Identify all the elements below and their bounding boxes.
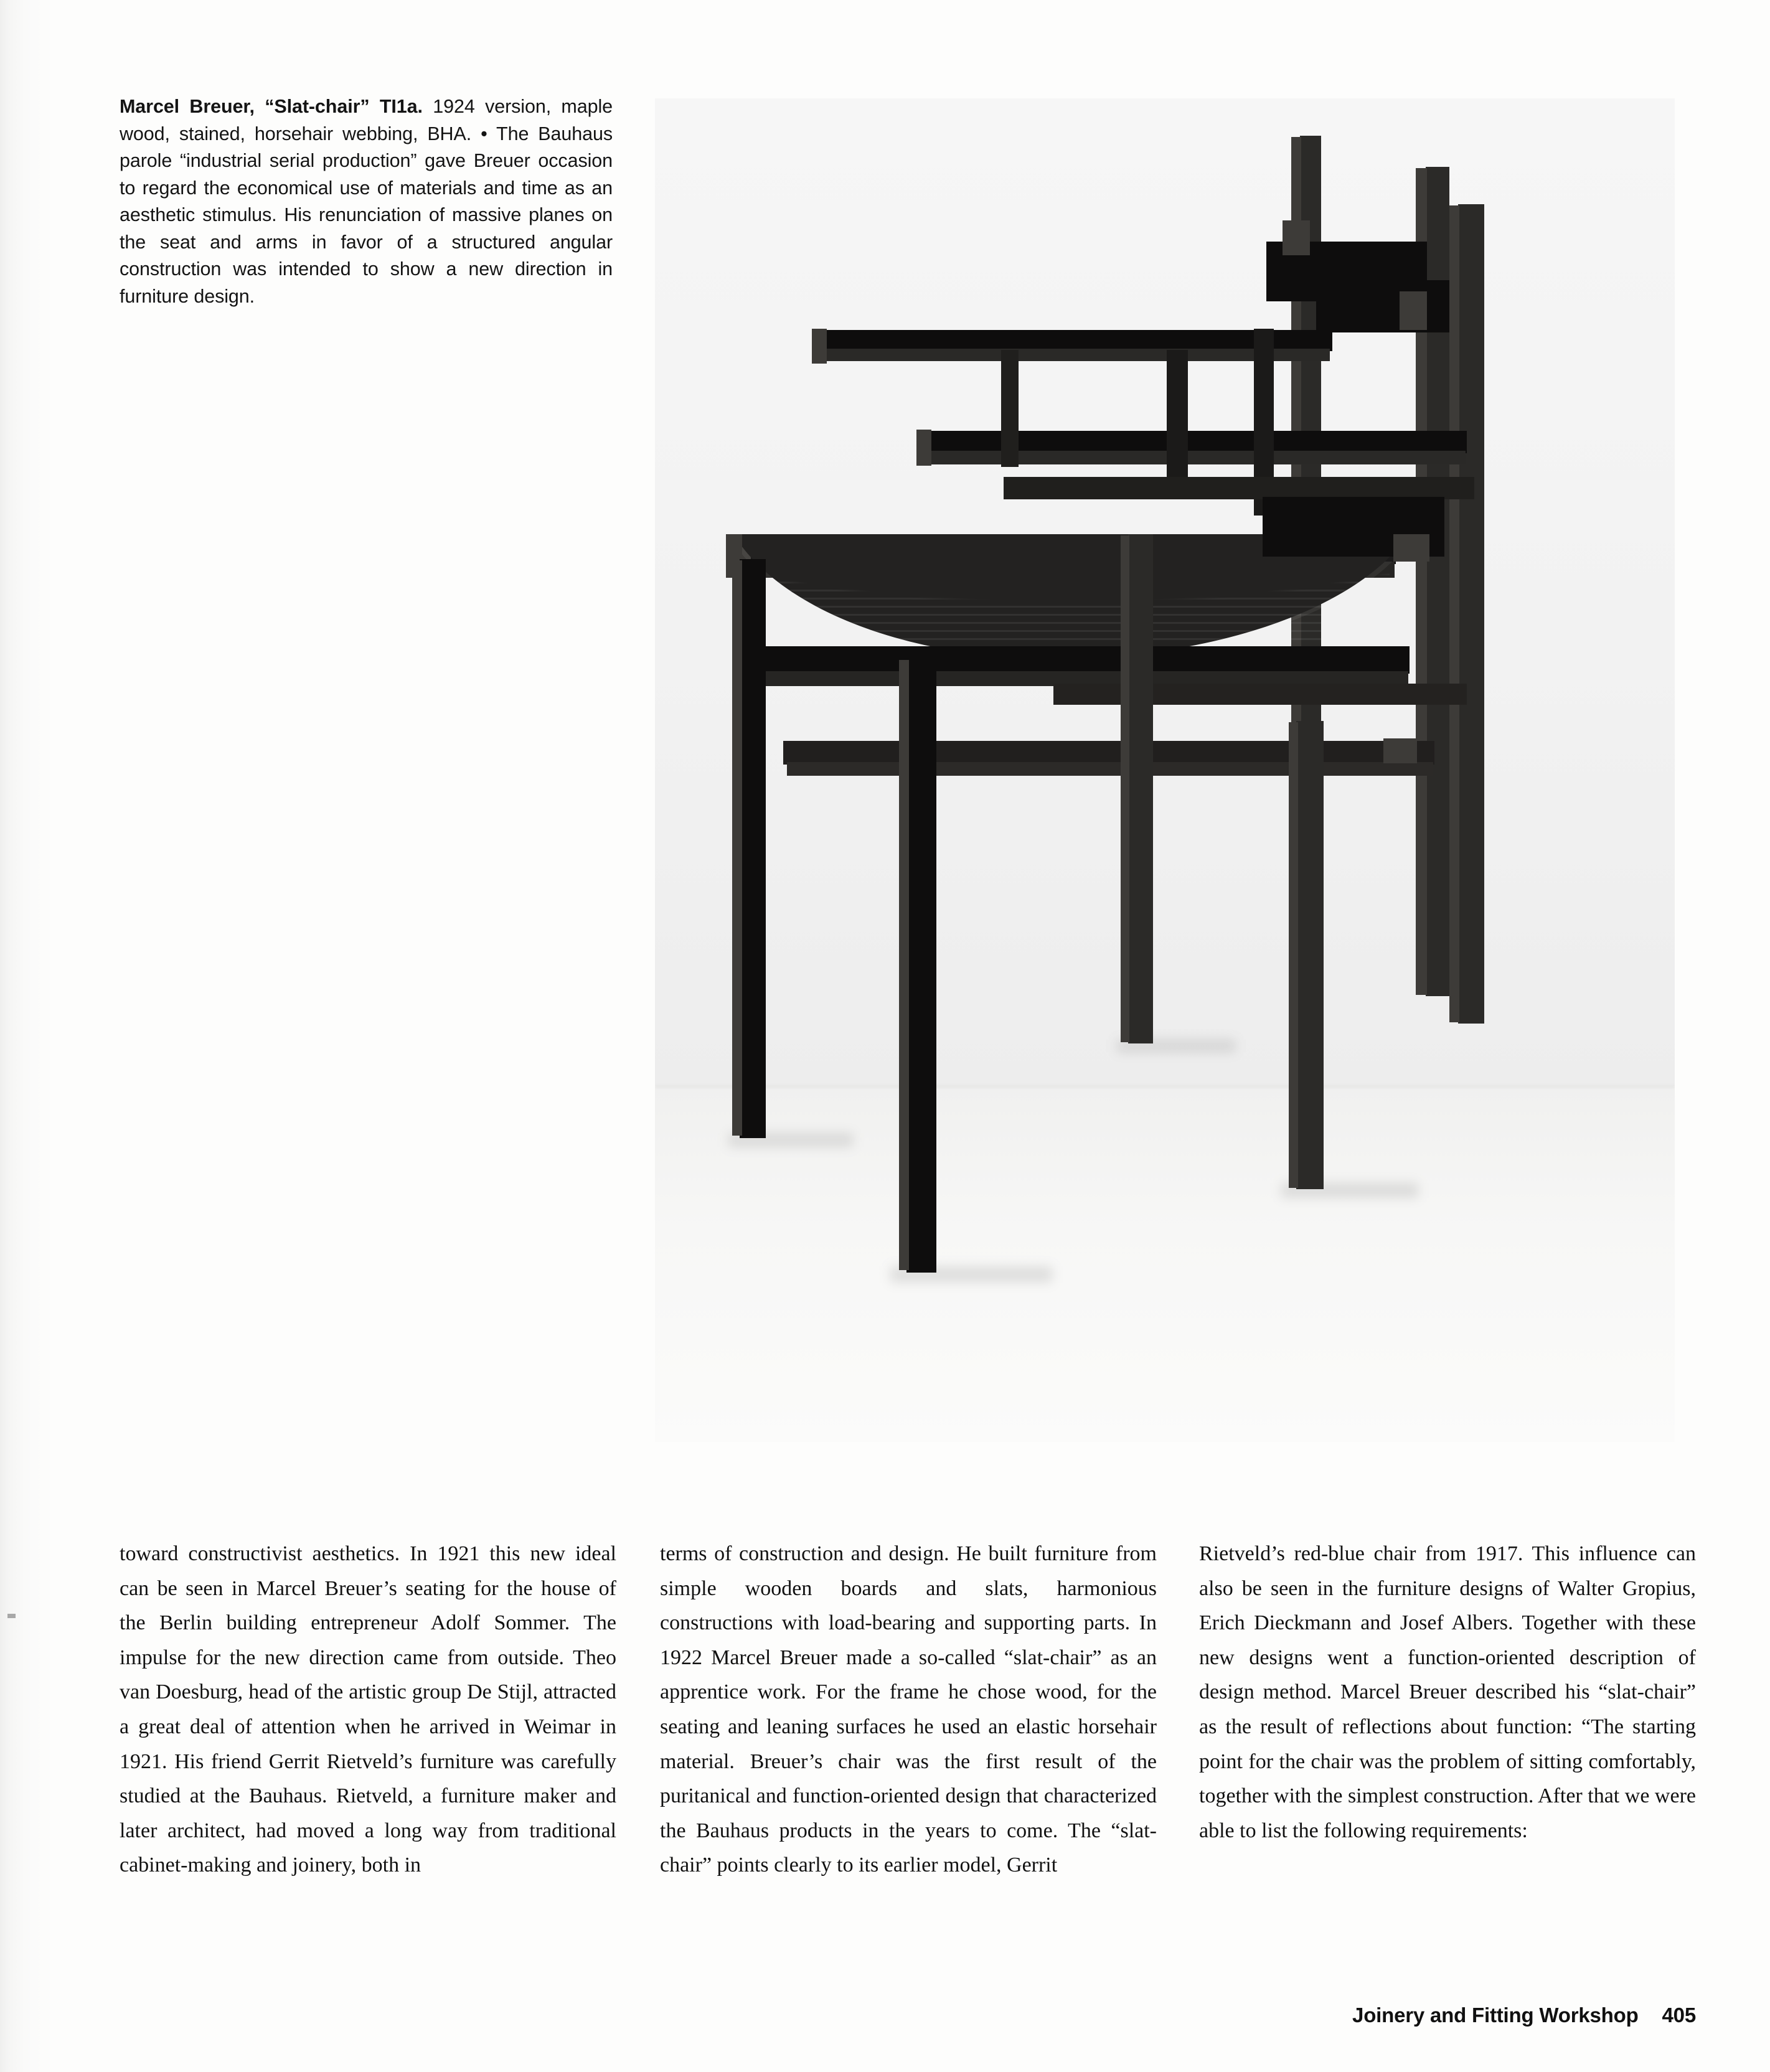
page-footer <box>1199 2004 1696 2027</box>
chair-leg-back-left <box>1128 534 1153 1043</box>
chair-leg-front-left <box>740 559 766 1138</box>
chair-leg-front-right-edge <box>899 660 909 1270</box>
chair-rear-stile <box>1458 204 1484 1024</box>
figure-caption <box>120 93 613 310</box>
chair-arm-support-left <box>1001 350 1019 467</box>
chair-armrest-right-end-cap <box>916 430 931 466</box>
body-column-3: Rietveld’s red-blue chair from 1917. This influence can also be seen in the furniture designs of Walter Gropius, Erich Dieckmann and Josef Albers. Together with these new designs went a function-oriented description of design method. Marcel Breuer described his “slat-chair” as the result of reflections about function: “The starting point for the chair was the problem of sitting comfortably, together with the simplest construction. After that we were able to list the following requirements: <box>1199 1542 1696 1842</box>
chair-armrest-left-end-cap <box>812 329 827 364</box>
chair-joinery-block-b <box>1383 738 1417 763</box>
body-column-1: toward constructivist aesthetics. In 1921 this new ideal can be seen in Marcel Breuer’s seating for the house of the Berlin building entrepreneur Adolf Sommer. The impulse for the new direction came from outside. Theo van Doesburg, head of the artistic group De Stijl, attracted a great deal of attention when he arrived in Weimar in 1921. His friend Gerrit Rietveld’s furniture was carefully studied at the Bauhaus. Rietveld, a furniture maker and later architect, had moved a long way from traditional cabinet-making and joinery, both in <box>120 1542 616 1877</box>
scan-speck <box>7 1614 16 1618</box>
footer-page-number: 405 <box>1662 2004 1696 2027</box>
chair-arm-support-mid <box>1167 350 1188 481</box>
chair-leg-back-left-edge <box>1121 535 1129 1042</box>
chair-joinery-block-a <box>1393 534 1429 562</box>
chair-leg-back-right <box>1296 721 1324 1189</box>
figure-caption-title: Marcel Breuer, “Slat-chair” TI1a. <box>120 96 423 117</box>
chair-leg-front-left-edge <box>732 560 742 1136</box>
chair-webbing-stripes <box>748 549 1390 659</box>
photo-horizon-line <box>655 1086 1675 1088</box>
footer-chapter-title: Joinery and Fitting Workshop <box>1352 2004 1639 2027</box>
chair-armrest-left-underside <box>818 349 1330 361</box>
chair-lower-stretcher-shade <box>787 762 1433 776</box>
chair-backrest-upper-notch <box>1366 259 1391 304</box>
chair-rear-stile-edge <box>1449 205 1459 1022</box>
chair-leg-front-right <box>906 659 936 1273</box>
page-gutter-shadow <box>0 0 56 2072</box>
chair-post-cap-right <box>1400 291 1427 330</box>
chair-rear-lower-stretcher <box>1053 684 1467 705</box>
chair-photograph <box>655 98 1675 1442</box>
chair-leg-back-right-edge <box>1289 722 1298 1188</box>
body-column-2: terms of construction and design. He built furniture from simple wooden boards and slats, harmonious constructions with load-bearing and supporting parts. In 1922 Marcel Breuer made a so-called “slat-chair” as an apprentice work. For the frame he chose wood, for the seating and leaning surfaces he used an elastic horsehair material. Breuer’s chair was the first result of the puritanical and function-oriented design that characterized the Bauhaus products in the years to come. The “slat-chair” points clearly to its earlier model, Gerrit <box>660 1542 1157 1877</box>
figure-caption-body: 1924 version, maple wood, stained, horsehair webbing, BHA. • The Bauhaus parole “industrial serial production” gave Breuer occasion to regard the economical use of materials and time as an aesthetic stimulus. His renunciation of massive planes on the seat and arms in favor of a structured angular construction was intended to show a new direction in furniture design. <box>120 96 613 307</box>
chair-seat-rail-rear <box>1004 477 1474 499</box>
chair-seat-front-edge <box>733 646 1410 674</box>
chair-lower-stretcher <box>783 741 1434 765</box>
chair-post-cap-left <box>1283 220 1310 255</box>
